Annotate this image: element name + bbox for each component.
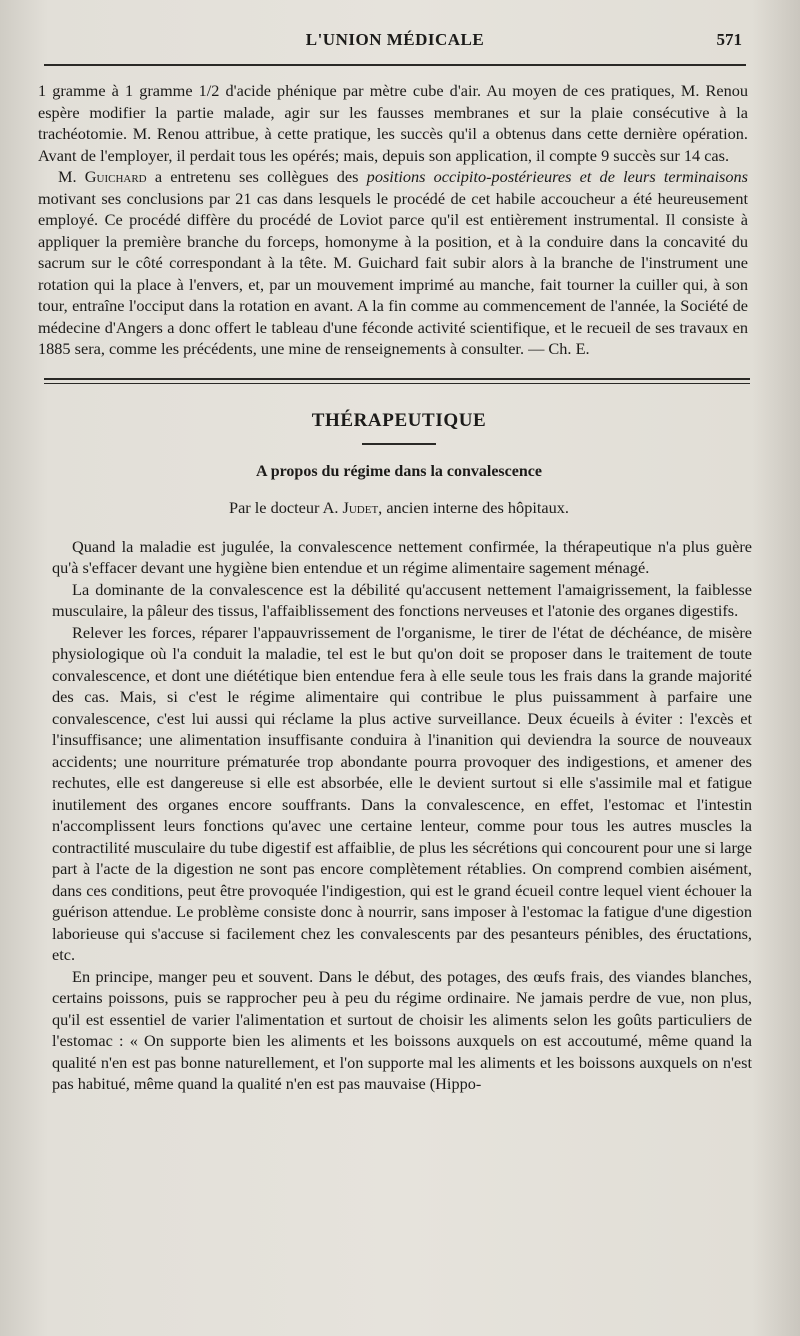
section-title: THÉRAPEUTIQUE	[311, 409, 487, 431]
intro-paragraph-2	[38, 166, 748, 360]
section-divider	[44, 378, 750, 384]
title-rule	[362, 443, 436, 445]
page-number: 571	[716, 30, 742, 49]
article-byline	[38, 498, 760, 518]
intro-p2-rest: motivant ses conclusions par 21 cas dans lesquels le procédé de cet habile accoucheur a été heureusement employé. Ce procédé diffère du procédé de Loviot parce qu'il est entièrement instrumental. Il consiste à appliquer la première branche du forceps, homonyme à la position, et à la conduire dans la concavité du sacrum sur le côté correspondant à la tête. M. Guichard fait subir alors à la branche de l'instrument une rotation qui la place à l'envers, et, par un mouvement imprimé au manche, fait tourner la cuiller qui, à son tour, entraîne l'occiput dans la rotation en avant. A la fin comme au commencement de l'année, la Société de médecine d'Angers a donc offert le tableau d'une féconde activité scientifique, et le recueil de ses travaux en 1885 sera, comme les précédents, une mine de renseignements à consulter. — Ch. E.	[38, 188, 748, 358]
article-title: A propos du régime dans la convalescence	[256, 462, 542, 480]
byline-rest: , ancien interne des hôpitaux.	[378, 497, 569, 517]
guichard-name: Guichard	[84, 167, 147, 186]
running-header	[44, 0, 746, 66]
article-body	[52, 536, 752, 1095]
intro-p2-lead: M.	[58, 167, 85, 186]
byline-lead: Par le docteur A.	[229, 497, 343, 517]
intro-section	[38, 80, 748, 360]
article-paragraph-4: En principe, manger peu et souvent. Dans le début, des potages, des œufs frais, des viandes blanches, certains poissons, puis se rapprocher peu à peu du régime ordinaire. Ne jamais perdre de vue, non plus, qu'il est essentiel de varier l'alimentation et surtout de choisir les aliments selon les goûts particuliers de l'estomac : « On supporte bien les aliments et les boissons auxquels on est accoutumé, même quand la qualité n'en est pas bonne naturellement, et l'on supporte mal les aliments et les boissons auxquels on n'est pas habitué, même quand la qualité n'en est pas mauvaise (Hippo-	[52, 966, 752, 1093]
author-name: Judet	[342, 497, 379, 517]
article-paragraph-3: Relever les forces, réparer l'appauvrissement de l'organisme, le tirer de l'état de déchéance, de misère physiologique où l'a conduit la maladie, tel est le but qu'on doit se proposer dans le traitement de toute convalescence, et dont une diététique bien entendue fera à elle seule tous les frais dans la grande majorité des cas. Mais, si c'est le régime alimentaire qui contribue le plus puissamment à parfaire une convalescence, c'est lui aussi qui réclame la plus active surveillance. Deux écueils à éviter : l'excès et l'insuffisance; une alimentation insuffisante conduira à l'inanition qui deviendra la source de nouveaux accidents; une nourriture prématurée trop abondante pourra provoquer des indigestions, et amener des rechutes, elle est dangereuse si elle est absorbée, elle le devient surtout si elle s'assimile mal et fatigue inutilement des organes encore souffrants. Dans la convalescence, en effet, l'estomac et l'intestin n'accomplissent leurs fonctions qu'avec une certaine lenteur, comme pour tous les autres muscles la contractilité musculaire du tube digestif est affaiblie, de plus les sécrétions qui concourent pour une si large part à l'acte de la digestion ne sont pas encore complètement rétablies. On comprend combien aisément, dans ces conditions, peut être provoquée l'indigestion, qui est le grand écueil contre lequel vient échouer la guérison attendue. Le problème consiste donc à nourrir, sans imposer à l'estomac la fatigue d'une digestion laborieuse qui s'accuse si facilement chez les convalescents par des pesanteurs pénibles, des éructations, etc.	[52, 622, 752, 964]
intro-paragraph-1: 1 gramme à 1 gramme 1/2 d'acide phénique par mètre cube d'air. Au moyen de ces pratiques, M. Renou espère modifier la partie malade, agir sur les fausses membranes et sur la plaie consécutive à la trachéotomie. M. Renou attribue, à cette pratique, les succès qu'il a obtenus dans cette dernière opération. Avant de l'employer, il perdait tous les opérés; mais, depuis son application, il compte 9 succès sur 14 cas.	[38, 81, 748, 165]
intro-p2-mid: a entretenu ses collègues des	[146, 167, 367, 186]
intro-p2-italic: positions occipito-postérieures et de leurs terminaisons	[366, 167, 748, 186]
journal-title: L'UNION MÉDICALE	[305, 30, 485, 49]
article-paragraph-1: Quand la maladie est jugulée, la convalescence nettement confirmée, la thérapeutique n'a plus guère qu'à s'effacer devant une hygiène bien entendue et un régime alimentaire sagement ménagé.	[52, 536, 752, 577]
article-paragraph-2: La dominante de la convalescence est la débilité qu'accusent nettement l'amaigrissement, la faiblesse musculaire, la pâleur des tissus, l'affaiblissement des fonctions nerveuses et l'atonie des organes digestifs.	[52, 579, 752, 620]
